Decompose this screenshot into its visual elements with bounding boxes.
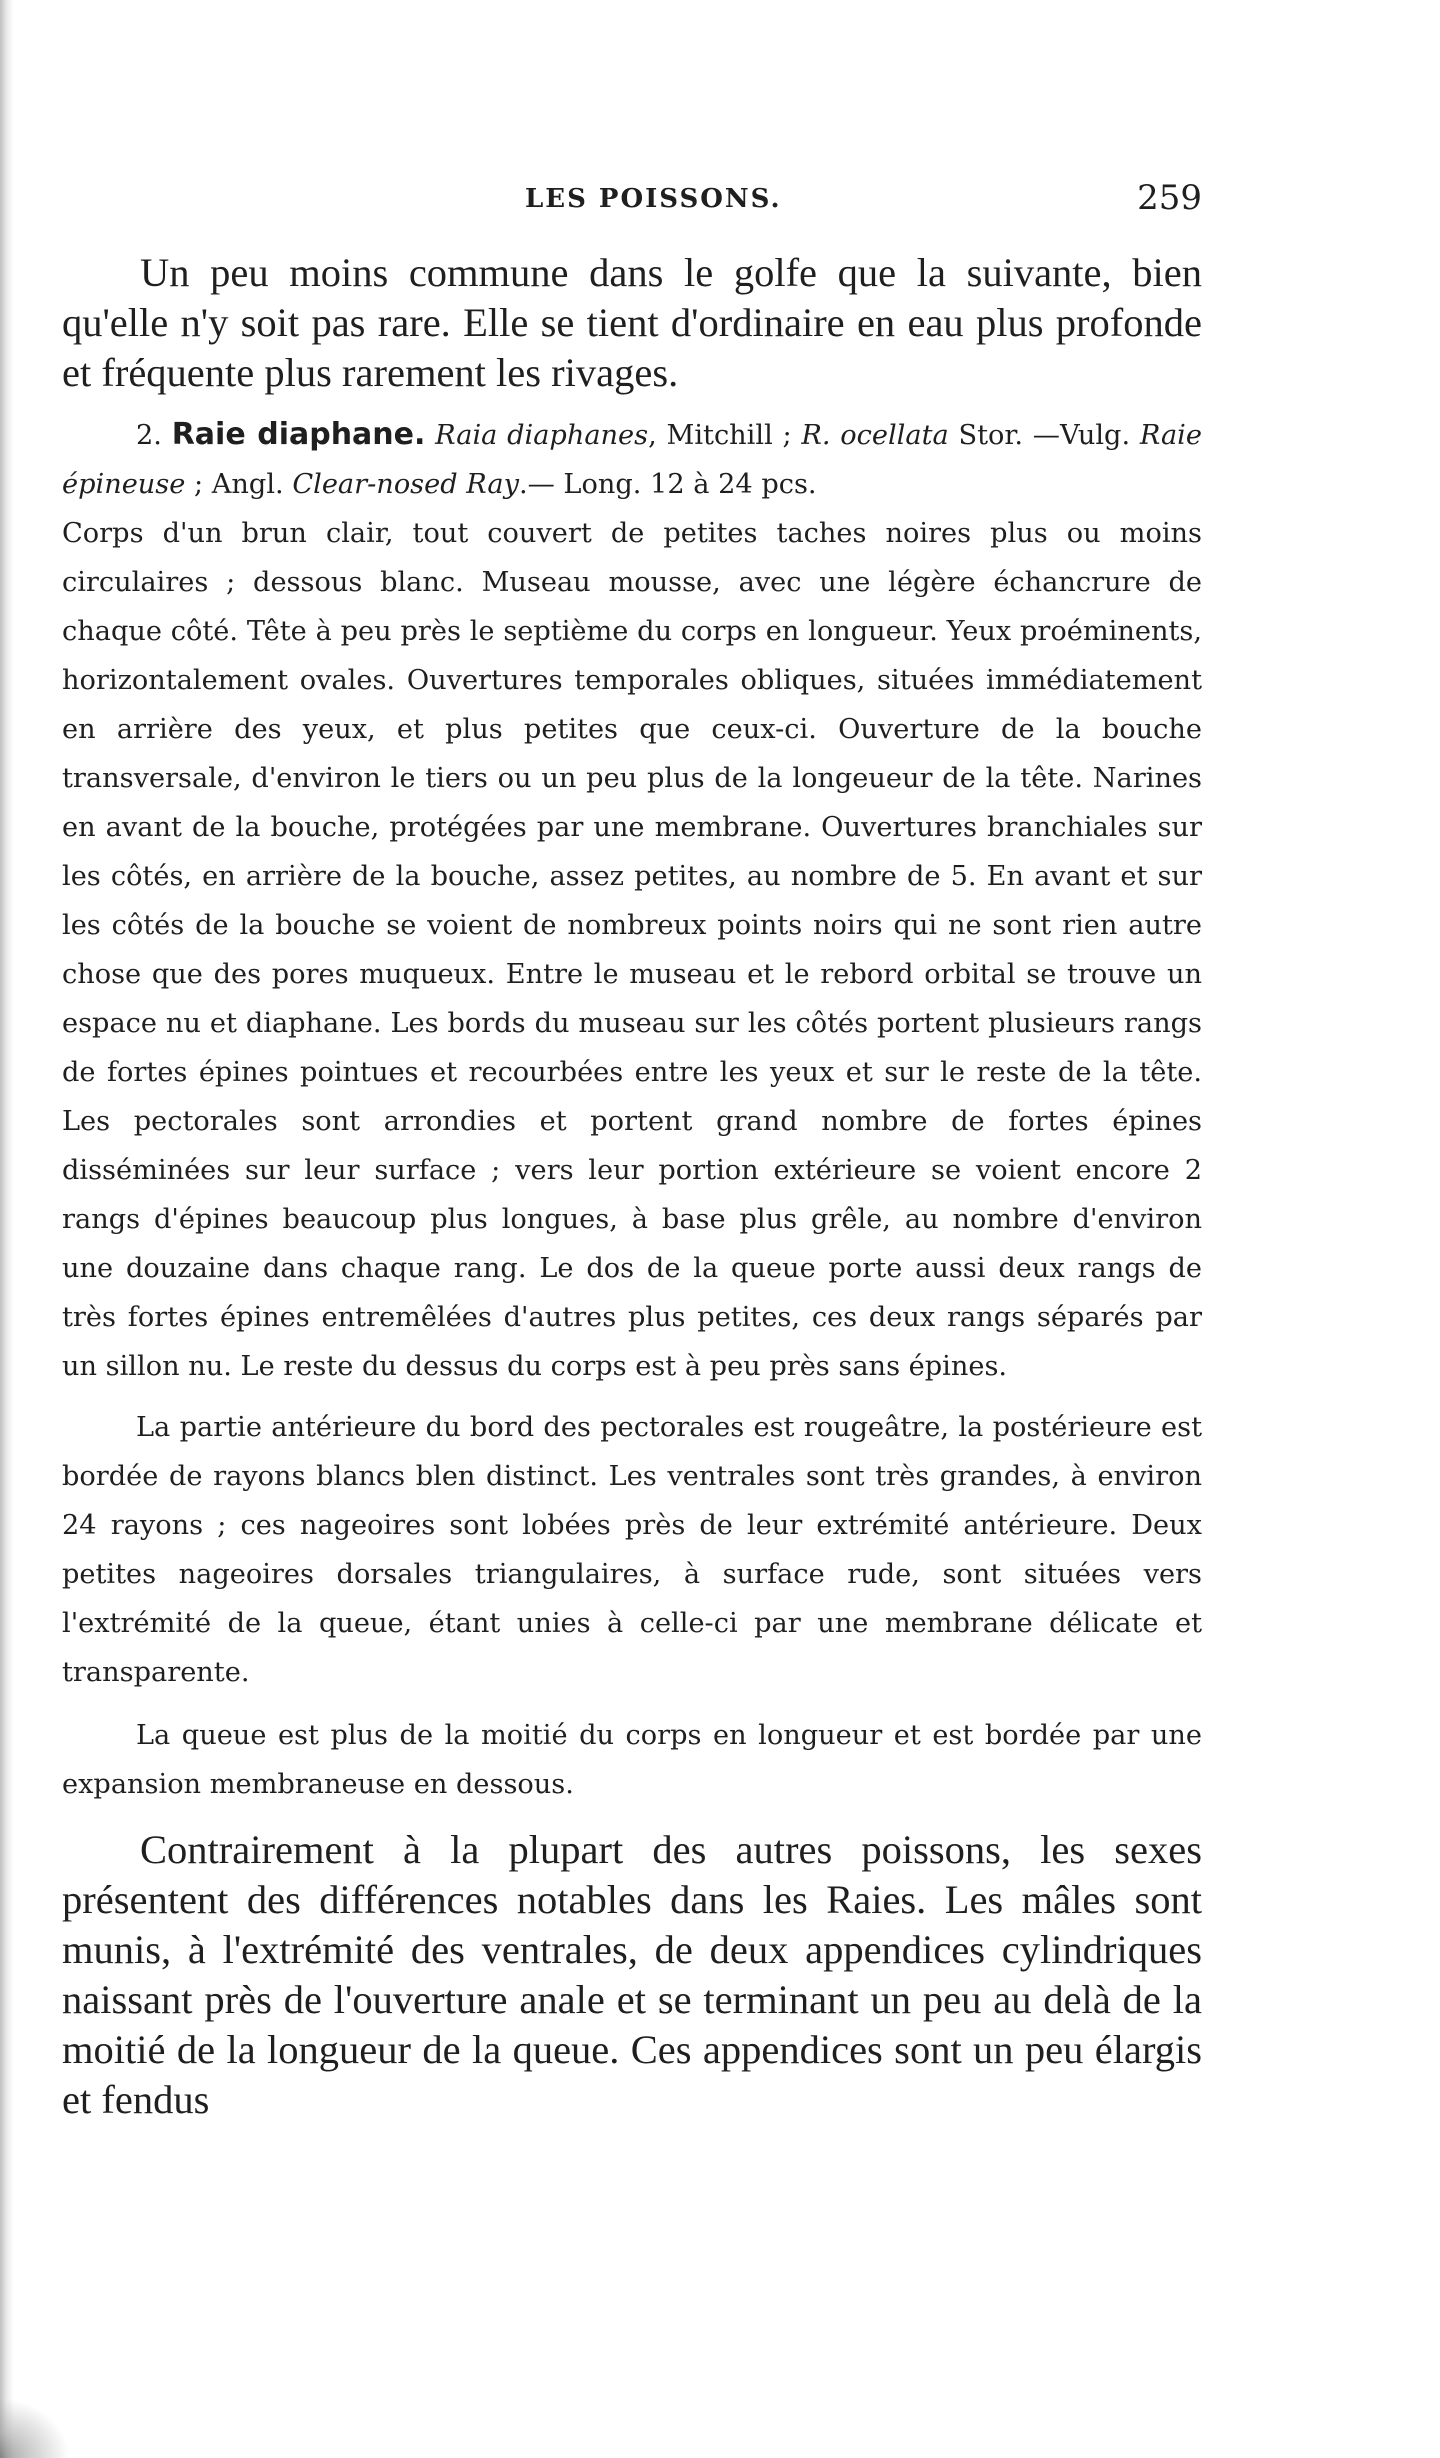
english-label: ; Angl. [185,469,293,500]
species-entry [62,410,1202,509]
author-storer: Stor. —Vulg. [948,420,1140,451]
paragraph-coloration: La partie antérieure du bord des pectorales est rougeâtre, la postérieure est bordée de rayons blancs blen distinct. Les ventrales sont très grandes, à environ 24 rayons ; ces nageoires sont lobées près de leur extrémité antérieure. Deux petites nageoires dorsales triangulaires, à surface rude, sont situées vers l'extrémité de la queue, étant unies à celle-ci par une membrane délicate et transparente. [62,1412,1202,1688]
synonym-name: R. ocellata [801,420,949,451]
paragraph-sexes: Contrairement à la plupart des autres poissons, les sexes présentent des différences notables dans les Raies. Les mâles sont munis, à l'extrémité des ventrales, de deux appendices cylindriques naissant près de l'ouverture anale et se terminant un peu au delà de la moitié de la longueur de la queue. Ces appendices sont un peu élargis et fendus [62,1827,1202,2122]
running-head: LES POISSONS. [525,184,782,214]
latin-name: Raia diaphanes [435,420,649,451]
paragraph-intro: Un peu moins commune dans le golfe que la suivante, bien qu'elle n'y soit pas rare. Elle se tient d'ordinaire en eau plus profonde et fréquente plus rarement les rivages. [62,250,1202,395]
species-title: Raie diaphane. [171,417,426,452]
english-name: Clear-nosed Ray [292,469,519,500]
paragraph-description: Corps d'un brun clair, tout couvert de petites taches noires plus ou moins circulaires ; dessous blanc. Museau mousse, avec une légère échancrure de chaque côté. Tête à peu près le septième du corps en longueur. Yeux proéminents, horizontalement ovales. Ouvertures temporales obliques, situées immédiatement en arrière des yeux, et plus petites que ceux-ci. Ouverture de la bouche transversale, d'environ le tiers ou un peu plus de la longeueur de la tête. Narines en avant de la bouche, protégées par une membrane. Ouvertures branchiales sur les côtés, en arrière de la bouche, assez petites, au nombre de 5. En avant et sur les côtés de la bouche se voient de nombreux points noirs qui ne sont rien autre chose que des pores muqueux. Entre le museau et le rebord orbital se trouve un espace nu et diaphane. Les bords du museau sur les côtés portent plusieurs rangs de fortes épines pointues et recourbées entre les yeux et sur le reste de la tête. Les pectorales sont arrondies et portent grand nombre de fortes épines disséminées sur leur surface ; vers leur portion extérieure se voient encore 2 rangs d'épines beaucoup plus longues, à base plus grêle, au nombre d'environ une douzaine dans chaque rang. Le dos de la queue porte aussi deux rangs de très fortes épines entremêlées d'autres plus petites, ces deux rangs séparés par un sillon nu. Le reste du dessus du corps est à peu près sans épines. [62,518,1202,1382]
paragraph-tail: La queue est plus de la moitié du corps en longueur et est bordée par une expansion membraneuse en dessous. [62,1720,1202,1800]
author-mitchill: , Mitchill ; [648,420,802,451]
vulgar-name: Raie épineuse [62,420,1202,500]
entry-number: 2. [136,420,162,451]
page-number: 259 [1137,178,1202,218]
page-header [132,178,1202,228]
length-info: .— Long. 12 à 24 pcs. [518,469,817,500]
page-corner-smudge [0,2398,70,2458]
body-text [62,248,1202,2125]
page-edge-shadow [0,0,14,2458]
